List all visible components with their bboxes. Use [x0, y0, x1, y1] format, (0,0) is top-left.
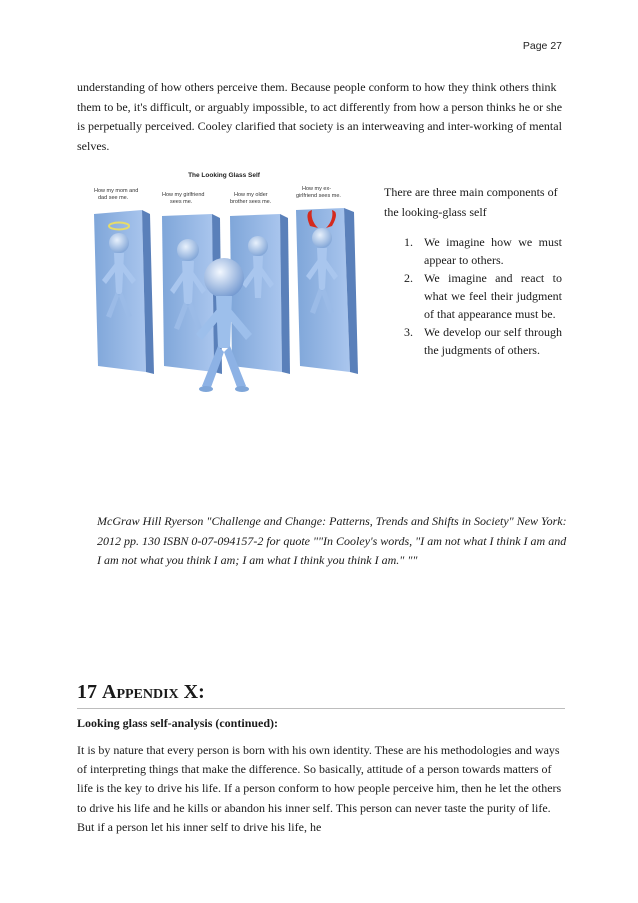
- looking-glass-figure: [88, 166, 360, 402]
- central-figure: [196, 258, 252, 392]
- appendix-title: Appendix X:: [102, 681, 205, 703]
- mirror-panel-1: [94, 210, 154, 374]
- figure-title: The Looking Glass Self: [188, 172, 260, 179]
- appendix-subheading: Looking glass self-analysis (continued):: [77, 716, 279, 730]
- mirror-panel-4: [296, 208, 358, 374]
- components-intro: There are three main components of the looking-glass self: [384, 185, 558, 219]
- appendix-heading: [77, 680, 565, 709]
- panel-label-1: How my mom and dad see me.: [94, 188, 139, 201]
- page-number: Page 27: [522, 40, 562, 52]
- panel-label-4: How my ex-girlfriend sees me.: [296, 186, 341, 199]
- mirror-panel-3: [230, 214, 290, 374]
- components-list: [394, 233, 562, 359]
- looking-glass-illustration: [88, 166, 360, 402]
- list-item: 1. We imagine how we must appear to others.: [404, 235, 562, 267]
- list-item: 3. We develop our self through the judgments of others.: [404, 325, 562, 357]
- appendix-paragraph: It is by nature that every person is born with his own identity. These are his methodologies and ways of interpreting things that make the difference. So basically, attitude of a person towards matters of life is the key to drive his life. If a person conform to how people perceive him, then he let the others to drive his life and he kills or abandon his inner self. This person can never taste the purity of life. But if a person let his inner self to drive his life, he: [77, 743, 562, 834]
- list-item: 2. We imagine and react to what we feel their judgment of that appearance must be.: [404, 271, 562, 321]
- intro-paragraph: understanding of how others perceive them. Because people conform to how they think others think them to be, it's difficult, or arguably impossible, to act differently from how a person thinks he or she is perpetually perceived. Cooley clarified that society is an interweaving and inter-working of mental selves.: [77, 80, 563, 153]
- panel-label-3: How my older brother sees me.: [230, 192, 272, 205]
- citation: McGraw Hill Ryerson "Challenge and Change: Patterns, Trends and Shifts in Society" New York: 2012 pp. 130 ISBN 0-07-094157-2 for quote ""In Cooley's words, "I am not what I think I am and I am not what you think I am; I am what I think you think I am." "": [97, 514, 567, 567]
- panel-label-2: How my girlfriend sees me.: [162, 192, 205, 205]
- appendix-number: 17: [77, 681, 97, 703]
